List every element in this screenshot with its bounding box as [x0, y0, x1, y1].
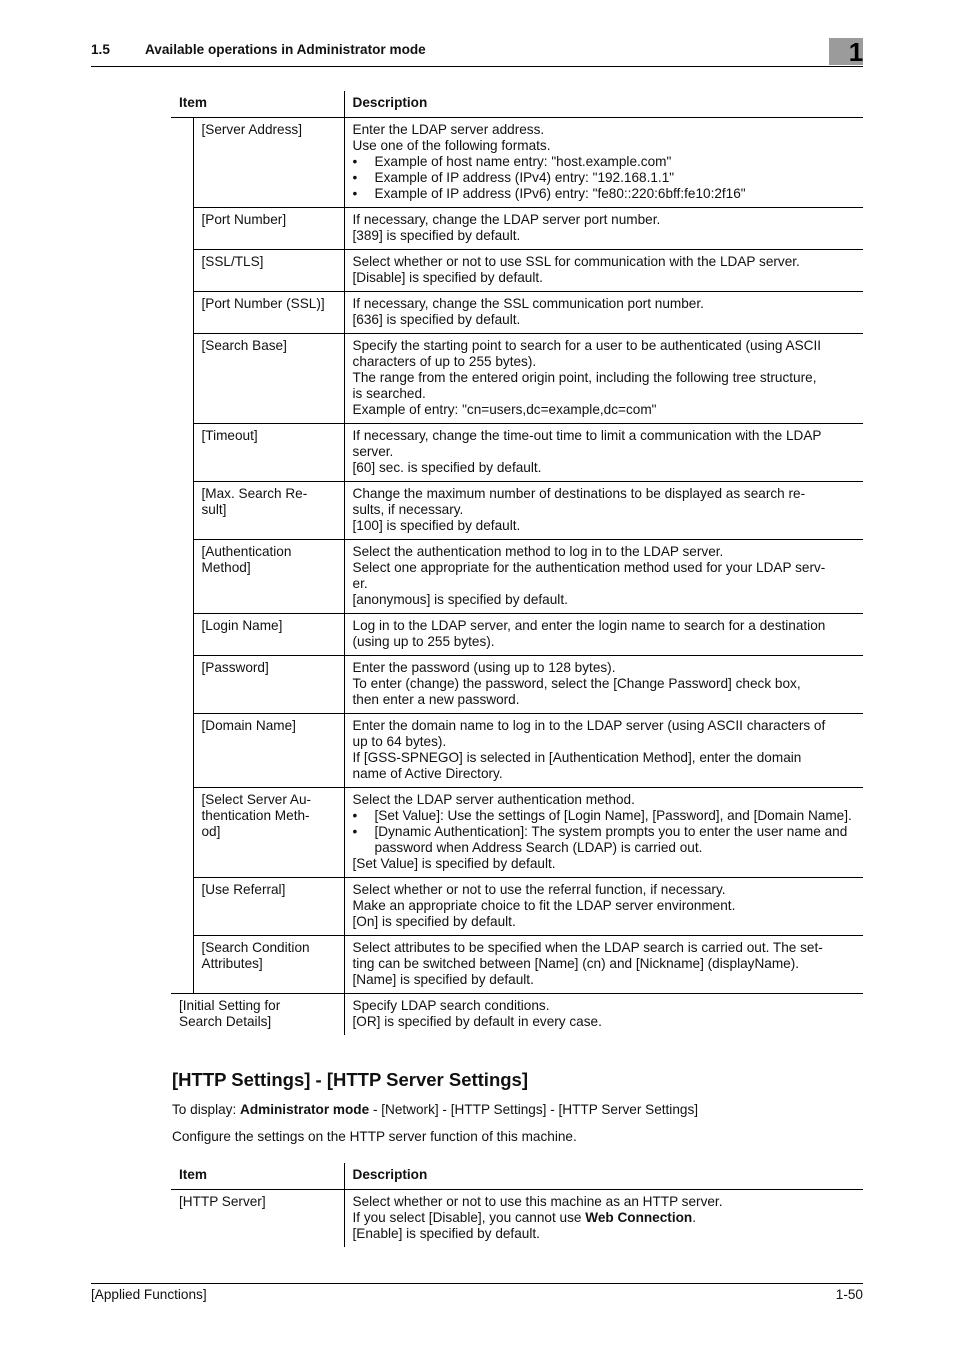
section-title: Available operations in Administrator mode: [145, 42, 426, 57]
item-name: [Login Name]: [193, 614, 344, 656]
http-server-table: [171, 1163, 863, 1247]
list-item: • [Dynamic Authentication]: The system prompts you to enter the user name and password when Address Search (LDAP) is carried out.: [375, 824, 855, 856]
item-description: Select whether or not to use the referral function, if necessary. Make an appropriate choice to fit the LDAP server environment. [On] is specified by default.: [344, 878, 863, 936]
section-intro: Configure the settings on the HTTP server function of this machine.: [172, 1129, 577, 1144]
table-row: [171, 118, 863, 208]
table-row: [171, 614, 863, 656]
display-path: To display: Administrator mode - [Network] - [HTTP Settings] - [HTTP Server Settings]: [172, 1102, 699, 1117]
footer-title: [Applied Functions]: [91, 1287, 207, 1302]
item-name: [Max. Search Re- sult]: [193, 482, 344, 540]
table-row: [171, 208, 863, 250]
section-number: 1.5: [91, 42, 110, 57]
item-name: [HTTP Server]: [179, 1194, 266, 1209]
list-item: • Example of IP address (IPv4) entry: "192.168.1.1": [375, 170, 855, 186]
item-description: Specify the starting point to search for a user to be authenticated (using ASCII characters of up to 255 bytes). The range from the entered origin point, including the following tree structure, is searched. Example of entry: "cn=users,dc=example,dc=com": [344, 334, 863, 424]
table-row: [171, 788, 863, 878]
table-row: [171, 424, 863, 482]
list-item: • Example of IP address (IPv6) entry: "fe80::220:6bff:fe10:2f16": [375, 186, 855, 202]
item-name: [SSL/TLS]: [193, 250, 344, 292]
item-description: Enter the domain name to log in to the LDAP server (using ASCII characters of up to 64 bytes). If [GSS-SPNEGO] is selected in [Authentication Method], enter the domain name of Active Directory.: [344, 714, 863, 788]
table-row: [171, 656, 863, 714]
item-description: If necessary, change the time-out time to limit a communication with the LDAP server. [60] sec. is specified by default.: [344, 424, 863, 482]
admin-mode-label: Administrator mode: [240, 1102, 370, 1117]
item-description: Select the authentication method to log in to the LDAP server. Select one appropriate for the authentication method used for your LDAP serv- er. [anonymous] is specified by default.: [344, 540, 863, 614]
item-name: [Initial Setting for Search Details]: [179, 998, 281, 1029]
page-header: [91, 36, 864, 67]
chapter-badge: 1: [829, 38, 863, 65]
table-row: [171, 334, 863, 424]
http-settings-heading: [HTTP Settings] - [HTTP Server Settings]: [172, 1069, 528, 1090]
bullet-list: [353, 808, 855, 856]
item-name: [Port Number (SSL)]: [193, 292, 344, 334]
item-description: Enter the LDAP server address. Use one of the following formats. • Example of host name entry: "host.example.com" • Example of IP address (IPv4) entry: "192.168.1.1" • Example of IP address (IPv6) entry: "fe80::220:6bff:fe10:2f16": [344, 118, 863, 208]
ldap-settings-table: [171, 91, 863, 1035]
table-row: [171, 878, 863, 936]
table-header-description: Description: [344, 1163, 863, 1190]
item-name: [Select Server Au- thentication Meth- od]: [193, 788, 344, 878]
item-description: Select whether or not to use SSL for communication with the LDAP server. [Disable] is specified by default.: [344, 250, 863, 292]
table-row: [171, 292, 863, 334]
item-description: If necessary, change the LDAP server port number. [389] is specified by default.: [344, 208, 863, 250]
item-description: Select whether or not to use this machine as an HTTP server. If you select [Disable], you cannot use Web Connection. [Enable] is specified by default.: [344, 1190, 863, 1248]
item-description: Change the maximum number of destinations to be displayed as search re- sults, if necessary. [100] is specified by default.: [344, 482, 863, 540]
table-row: [171, 250, 863, 292]
list-item: • [Set Value]: Use the settings of [Login Name], [Password], and [Domain Name].: [375, 808, 855, 824]
table-row: [171, 482, 863, 540]
table-header-item: Item: [171, 91, 344, 118]
item-name: [Search Base]: [193, 334, 344, 424]
table-header-description: Description: [344, 91, 863, 118]
item-description: If necessary, change the SSL communication port number. [636] is specified by default.: [344, 292, 863, 334]
item-description: Enter the password (using up to 128 bytes). To enter (change) the password, select the [Change Password] check box, then enter a new password.: [344, 656, 863, 714]
bullet-list: [353, 154, 855, 202]
item-name: [Timeout]: [193, 424, 344, 482]
table-row: [171, 714, 863, 788]
table-row: [171, 1190, 863, 1248]
item-name: [Search Condition Attributes]: [193, 936, 344, 994]
item-name: [Server Address]: [193, 118, 344, 208]
page-footer: [91, 1283, 863, 1302]
item-name: [Use Referral]: [193, 878, 344, 936]
item-name: [Port Number]: [193, 208, 344, 250]
item-name: [Authentication Method]: [193, 540, 344, 614]
item-description: Select attributes to be specified when the LDAP search is carried out. The set- ting can be switched between [Name] (cn) and [Nickname] (displayName). [Name] is specified by default.: [344, 936, 863, 994]
item-description: Log in to the LDAP server, and enter the login name to search for a destination (using up to 255 bytes).: [344, 614, 863, 656]
item-description: Specify LDAP search conditions. [OR] is specified by default in every case.: [344, 994, 863, 1036]
item-name: [Password]: [193, 656, 344, 714]
page-number: 1-50: [835, 1287, 863, 1302]
table-header-item: Item: [171, 1163, 344, 1190]
web-connection-label: Web Connection: [585, 1210, 693, 1225]
table-row: [171, 994, 863, 1036]
list-item: • Example of host name entry: "host.example.com": [375, 154, 855, 170]
item-name: [Domain Name]: [193, 714, 344, 788]
table-row: [171, 540, 863, 614]
table-row: [171, 936, 863, 994]
item-description: Select the LDAP server authentication method. • [Set Value]: Use the settings of [Login Name], [Password], and [Domain Name]. • [Dynamic Authentication]: The system prompts you to enter the user name and password when Address Search (LDAP) is carried out. [Set Value] is specified by default.: [344, 788, 863, 878]
